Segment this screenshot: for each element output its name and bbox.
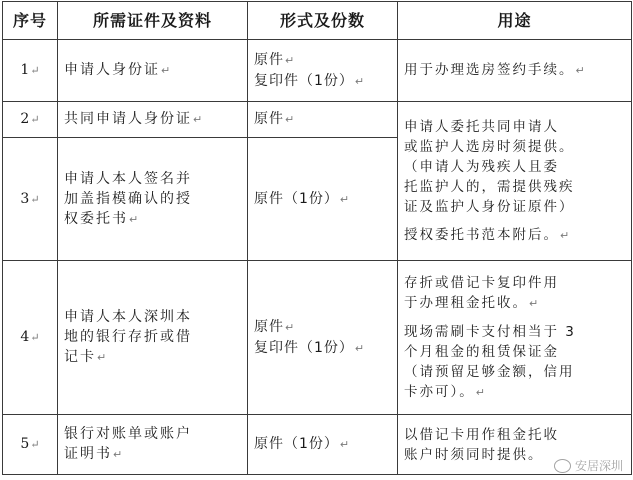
document-name: 申请人本人深圳本 地的银行存折或借 记卡↵ (58, 261, 248, 415)
wechat-icon (554, 459, 571, 473)
header-no: 序号 (3, 2, 58, 40)
row-number: 3↵ (3, 138, 58, 261)
purpose: 用于办理选房签约手续。↵ (398, 40, 632, 102)
purpose: 存折或借记卡复印件用 于办理租金托收。↵ 现场需刷卡支付相当于 3 个月租金的租赁保证金 （请预留足够金额，信用 卡亦可）。↵ (398, 261, 632, 415)
form-and-copies: 原件（1份）↵ (248, 415, 398, 475)
document (2, 1, 631, 478)
table-row (3, 261, 632, 415)
form-and-copies: 原件↵ 复印件（1份）↵ (248, 261, 398, 415)
form-and-copies: 原件↵ (248, 102, 398, 138)
form-and-copies: 原件（1份）↵ (248, 138, 398, 261)
header-row (3, 2, 632, 40)
header-purpose: 用途 (398, 2, 632, 40)
header-form: 形式及份数 (248, 2, 398, 40)
row-number: 5↵ (3, 415, 58, 475)
row-number: 4↵ (3, 261, 58, 415)
table-row (3, 102, 632, 138)
document-name: 银行对账单或账户 证明书↵ (58, 415, 248, 475)
row-number: 2↵ (3, 102, 58, 138)
form-and-copies: 原件↵ 复印件（1份）↵ (248, 40, 398, 102)
table-row (3, 40, 632, 102)
purpose: 以借记卡用作租金托收 账户时须同时提供。 (398, 415, 632, 475)
shared-purpose: 申请人委托共同申请人 或监护人选房时须提供。 （申请人为残疾人且委 托监护人的，需提供残疾 证及监护人身份证原件） 授权委托书范本附后。↵ (398, 102, 632, 261)
document-name: 共同申请人身份证↵ (58, 102, 248, 138)
row-number: 1↵ (3, 40, 58, 102)
watermark (554, 457, 623, 474)
watermark-text: 安居深圳 (574, 459, 623, 473)
document-name: 申请人身份证↵ (58, 40, 248, 102)
header-doc: 所需证件及资料 (58, 2, 248, 40)
table-row (3, 415, 632, 475)
requirements-table (2, 1, 632, 475)
document-name: 申请人本人签名并 加盖指模确认的授 权委托书↵ (58, 138, 248, 261)
